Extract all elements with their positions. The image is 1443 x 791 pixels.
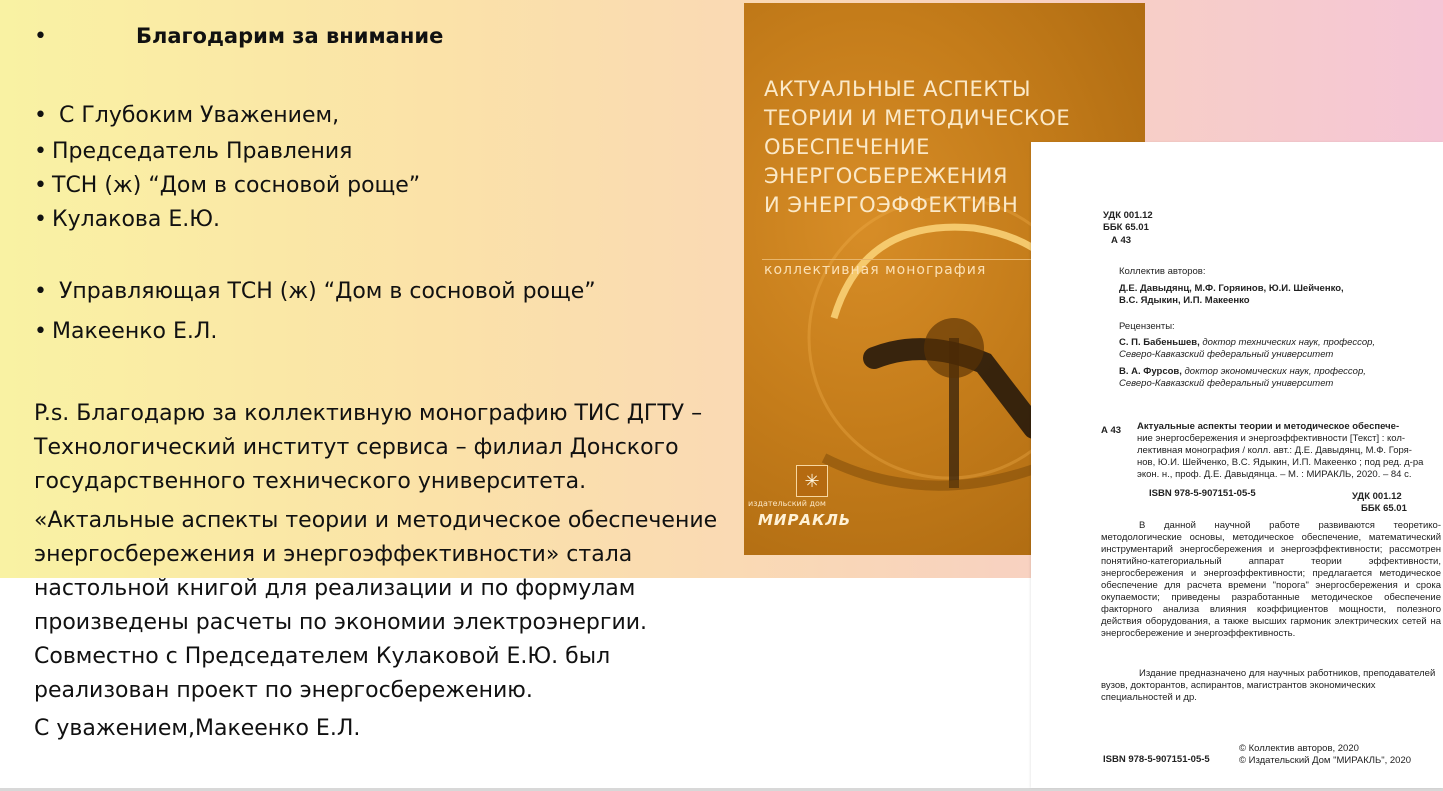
publisher-star-icon: ✳ — [796, 465, 828, 497]
bullet-icon: • — [34, 319, 47, 344]
cover-title: АКТУАЛЬНЫЕ АСПЕКТЫ ТЕОРИИ И МЕТОДИЧЕСКОЕ ОБЕСПЕЧЕНИЕ ЭНЕРГОСБЕРЕЖЕНИЯ И ЭНЕРГОЭФФЕКТИВН — [764, 77, 1071, 217]
reviewer-1-org: Северо-Кавказский федеральный университет — [1119, 349, 1334, 360]
reviewer-2: В. А. Фурсов, доктор экономических наук, профессор, — [1119, 366, 1366, 377]
thanks-heading: Благодарим за внимание — [136, 24, 444, 48]
text-line-5: • Управляющая ТСН (ж) “Дом в сосновой роще” — [34, 277, 596, 307]
text-line-2: • Председатель Правления — [34, 137, 352, 167]
udk-2: УДК 001.12 — [1352, 491, 1402, 502]
audience-text: Издание предназначено для научных работников, преподавателей вузов, докторантов, аспирантов, магистрантов экономических специальностей и др. — [1101, 668, 1436, 703]
index: А 43 — [1111, 235, 1132, 246]
isbn-bottom: ISBN 978-5-907151-05-5 — [1103, 754, 1210, 765]
abstract-text: В данной научной работе развиваются теоретико-методологические основы, методическое обеспечение, математический инструментарий энергосбережения и энергоэффективности; рассмотрен понятийно-категориальный аппарат теории эффективности, энергосбережения и энергоэффективности; предлагается методическое обеспечение для расчета времени "порога" энергосбережения и срока окупаемости; приведены разработанные методическое обеспечение факторного анализа влияния коэффициентов мощности, полезного действия оборудования, а также высших гармоник электрических сетей на энергосбережение и энергоэффективность. — [1101, 520, 1441, 639]
bbk: ББК 65.01 — [1103, 222, 1149, 233]
biblio-line-4: нов, Ю.И. Шейченко, В.С. Ядыкин, И.П. Макеенко ; под ред. д-ра — [1137, 457, 1424, 468]
biblio-line-5: экон. н., проф. Д.Е. Давыдянца. – М. : МИРАКЛЬ, 2020. – 84 с. — [1137, 469, 1412, 480]
reviewers-label: Рецензенты: — [1119, 321, 1175, 332]
title-page-scan — [1031, 142, 1443, 788]
reviewer-1: С. П. Бабеньшев, доктор технических наук, профессор, — [1119, 337, 1376, 348]
cover-subtitle: коллективная монография — [764, 262, 987, 278]
biblio-line-3: лективная монография / колл. авт.: Д.Е. Давыдянц, М.Ф. Горя- — [1137, 445, 1412, 456]
publisher-name: МИРАКЛЬ — [758, 511, 852, 529]
authors-label: Коллектив авторов: — [1119, 266, 1206, 277]
text-line-4: • Кулакова Е.Ю. — [34, 205, 220, 235]
text-line-3: • ТСН (ж) “Дом в сосновой роще” — [34, 171, 420, 201]
udk: УДК 001.12 — [1103, 210, 1153, 221]
bullet-icon: • — [34, 279, 47, 304]
authors-line-1: Д.Е. Давыдянц, М.Ф. Горяинов, Ю.И. Шейченко, — [1119, 283, 1344, 294]
biblio-line-2: ние энергосбережения и энергоэффективности [Текст] : кол- — [1137, 433, 1406, 444]
ps-paragraph: P.s. Благодарю за коллективную монографию ТИС ДГТУ – Технологический институт сервиса – филиал Донского государственного технического университета. — [34, 401, 703, 494]
copyright-2: © Издательский Дом "МИРАКЛЬ", 2020 — [1239, 755, 1412, 766]
bbk-2: ББК 65.01 — [1361, 503, 1407, 514]
text-line-1: • С Глубоким Уважением, — [34, 101, 339, 131]
text-line-6: • Макеенко Е.Л. — [34, 317, 217, 347]
reviewer-2-org: Северо-Кавказский федеральный университет — [1119, 378, 1334, 389]
bullet-icon: • — [34, 139, 47, 164]
bullet-icon: • — [34, 173, 47, 198]
biblio-index: А 43 — [1101, 425, 1122, 436]
biblio-line-1: Актуальные аспекты теории и методическое обеспече- — [1137, 421, 1400, 432]
closing-line: С уважением,Макеенко Е.Л. — [34, 716, 361, 741]
bullet-icon: • — [34, 24, 47, 49]
authors-line-2: В.С. Ядыкин, И.П. Макеенко — [1119, 295, 1250, 306]
bullet-icon: • — [34, 103, 47, 128]
thanks-line — [34, 21, 443, 52]
copyright-1: © Коллектив авторов, 2020 — [1239, 743, 1359, 754]
isbn-line: ISBN 978-5-907151-05-5 — [1149, 488, 1256, 499]
bullet-icon: • — [34, 207, 47, 232]
book-paragraph: «Актальные аспекты теории и методическое обеспечение энергосбережения и энергоэффективности» стала настольной книгой для реализации и по формулам произведены расчеты по экономии электроэнергии. Совместно с Председателем Кулаковой Е.Ю. был реализован проект по энергосбережению. — [34, 508, 718, 703]
publisher-small-label: издательский дом — [748, 499, 826, 508]
